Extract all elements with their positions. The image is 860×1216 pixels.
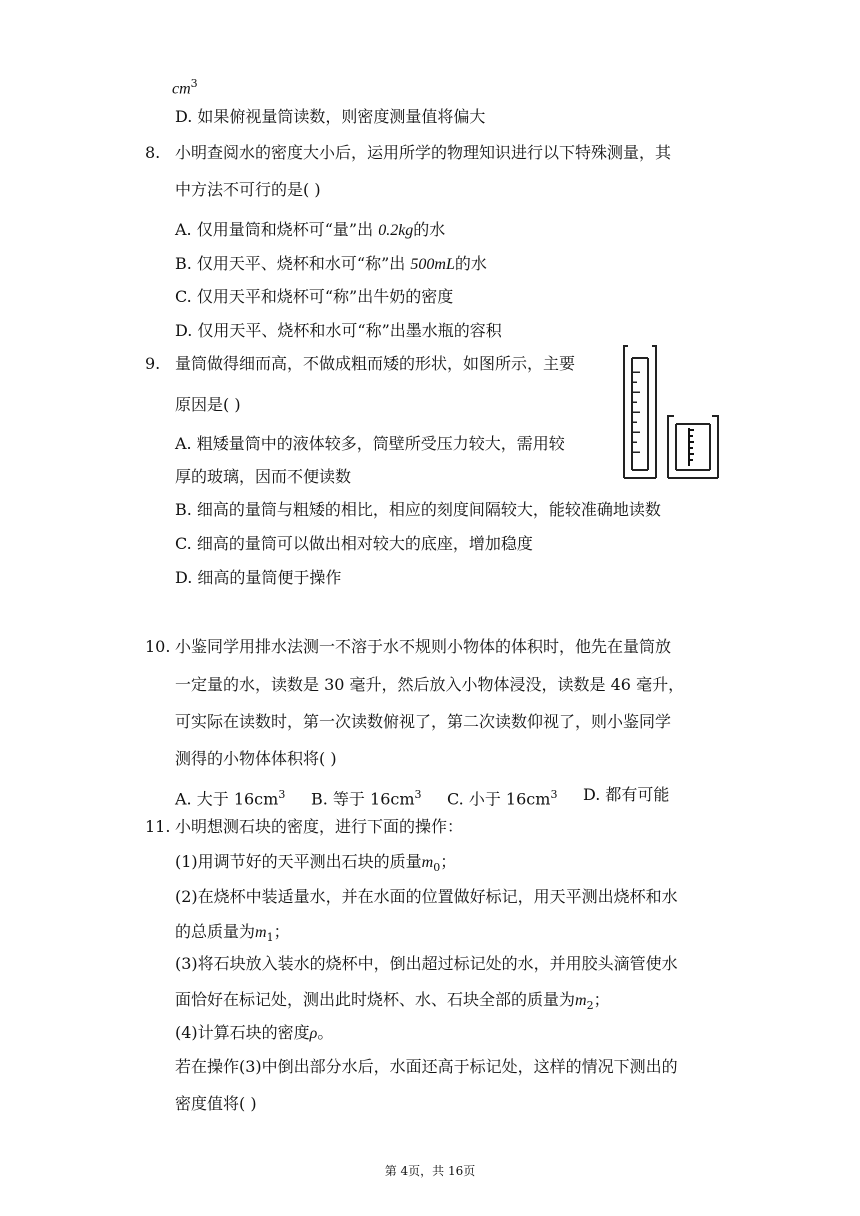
q11-step3-line1: (3)将石块放入装水的烧杯中，倒出超过标记处的水，并用胶头滴管使水	[175, 954, 678, 973]
q8-option-c: C. 仅用天平和烧杯可“称”出牛奶的密度	[175, 287, 454, 306]
q9-option-c: C. 细高的量筒可以做出相对较大的底座，增加稳度	[175, 534, 533, 553]
q9-stem-line1: 量筒做得细而高，不做成粗而矮的形状，如图所示，主要	[175, 354, 576, 373]
q10-stem-line2: 一定量的水，读数是 30 毫升，然后放入小物体浸没，读数是 46 毫升，	[175, 675, 685, 694]
q10-stem-line1: 小鉴同学用排水法测一不溶于水不规则小物体的体积时，他先在量筒放	[175, 637, 672, 656]
q9-option-a-line1: A. 粗矮量筒中的液体较多，筒壁所受压力较大，需用较	[175, 434, 565, 453]
q11-stem-line1: 小明想测石块的密度，进行下面的操作：	[175, 817, 464, 836]
q9-option-a-line2: 厚的玻璃，因而不便读数	[175, 467, 352, 486]
q11-number: 11.	[145, 817, 171, 836]
q10-option-d: D. 都有可能	[583, 785, 670, 804]
q7-option-d: D. 如果俯视量筒读数，则密度测量值将偏大	[175, 107, 486, 126]
q9-stem-line2: 原因是( )	[175, 395, 241, 414]
q11-step3-line2: 面恰好在标记处，测出此时烧杯、水、石块全部的质量为$m_2$；	[175, 990, 610, 1013]
q10-stem-line3: 可实际在读数时，第一次读数俯视了，第二次读数仰视了，则小鉴同学	[175, 712, 672, 731]
q11-step2-line2: 的总质量为$m_1$；	[175, 922, 290, 945]
q8-option-a: A. 仅用量筒和烧杯可“量”出 0.2kg的水	[175, 220, 446, 239]
q10-number: 10.	[145, 637, 171, 656]
prev-question-unit: $cm^3$	[172, 77, 198, 98]
page-footer: 第 4页，共 16页	[384, 1164, 476, 1178]
q11-step2-line1: (2)在烧杯中装适量水，并在水面的位置做好标记，用天平测出烧杯和水	[175, 887, 678, 906]
q9-option-b: B. 细高的量筒与粗矮的相比，相应的刻度间隔较大，能较准确地读数	[175, 500, 661, 519]
q11-stem-line7: 密度值将( )	[175, 1094, 257, 1113]
q10-option-a: A. 大于 $16cm^3$	[175, 788, 286, 809]
q10-stem-line4: 测得的小物体体积将( )	[175, 749, 337, 768]
q11-step1: (1)用调节好的天平测出石块的质量$m_0$；	[175, 852, 457, 875]
q8-stem-line1: 小明查阅水的密度大小后，运用所学的物理知识进行以下特殊测量，其	[175, 143, 672, 162]
q10-option-b: B. 等于 $16cm^3$	[311, 788, 422, 809]
q9-number: 9.	[145, 354, 161, 373]
q11-stem-line6: 若在操作(3)中倒出部分水后，水面还高于标记处，这样的情况下测出的	[175, 1057, 678, 1076]
q10-option-c: C. 小于 $16cm^3$	[447, 788, 558, 809]
measuring-cylinders-figure	[618, 344, 722, 480]
q8-number: 8.	[145, 143, 161, 162]
q8-option-b: B. 仅用天平、烧杯和水可“称”出 500mL的水	[175, 254, 487, 273]
q11-step4: (4)计算石块的密度ρ。	[175, 1023, 334, 1042]
q8-stem-line2: 中方法不可行的是( )	[175, 180, 321, 199]
q8-option-d: D. 仅用天平、烧杯和水可“称”出墨水瓶的容积	[175, 321, 502, 340]
q9-option-d: D. 细高的量筒便于操作	[175, 568, 342, 587]
